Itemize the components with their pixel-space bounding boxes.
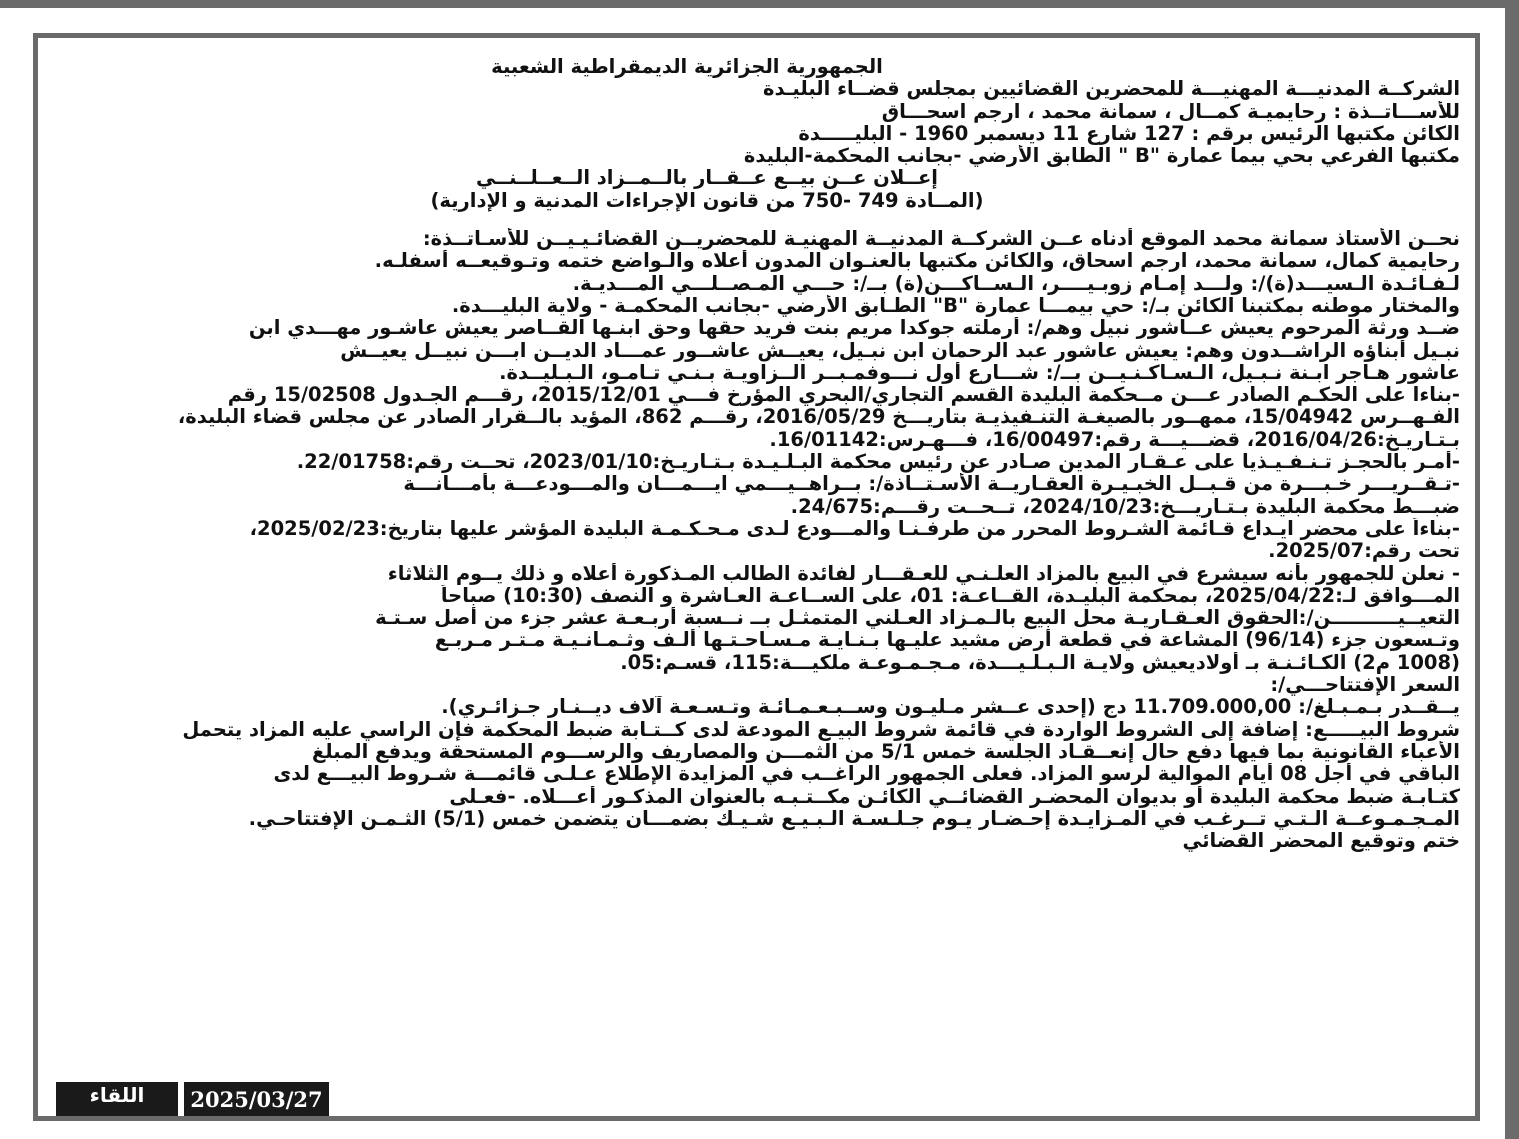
body-line: الأعباء القانونية بما فيها دفع حال إنعــقـاد الجلسة خمس 5/1 من الثمـــن والمصاريف والرســـوم المستحقة ويدفع المبلغ — [311, 740, 1460, 763]
body-line: كتـابـة ضبط محكمة البليدة أو بديوان المحضـر القضائــي الكائـن مكــتـبـه بالعنوان المذكـور أعـــلاه. -فعـلى — [449, 785, 1460, 808]
body-line: تحت رقم:2025/07. — [1268, 540, 1460, 563]
signature-line: ختم وتوقيع المحضر القضائي — [1182, 830, 1460, 853]
publication-date: 2025/03/27 — [184, 1082, 329, 1116]
body-line: -أمـر بالحجـز تـنـفـيـذيا على عـقـار المدين صـادر عن رئيس محكمة البـلـيـدة بـتـاريـخ:2023/01/10، تحــت رقم:22/01758. — [296, 451, 1460, 474]
body-line: يــقــدر بـمـبـلغ/: 11.709.000,00 دج (إحدى عــشر مـليـون وســبـعـمـائـة وتـسـعـة آلاف ديــنـار جـزائـري). — [441, 696, 1460, 719]
body-line: - نعلن للجمهور بأنه سيشرع في البيع بالمزاد العلـنـي للعـقـــار لفائدة الطالب المـذكورة أعلاه و ذلك يــوم الثلاثاء — [387, 562, 1460, 585]
publication-footer — [56, 1082, 329, 1116]
law-reference: (المــادة 749 -750 من قانون الإجراءات المدنية و الإدارية) — [430, 189, 984, 212]
body-line: لـفـائـدة الـسيـــد(ة)/: ولـــد إمـام زوبـيــــر، الـســاكـــن(ة) بــ/: حـــي المـصــلـــي المـــديـة. — [572, 272, 1460, 295]
body-line: ضــد ورثة المرحوم يعيش عــاشور نبيل وهم/: أرملته جوكدا مريم بنت فريد حقها وحق ابنـها القــاصر يعيش عاشـور مهـــدي ابن — [248, 317, 1460, 340]
body-line: بـتـاريـخ:2016/04/26، قضـــيـــة رقم:16/00497، فـــهـرس:16/01142. — [769, 428, 1460, 451]
announcement-frame — [33, 33, 1480, 1121]
body-line: ضبـــط محكمة البليدة بـتـاريـــخ:2024/10/23، تــحــت رقـــم:24/675. — [790, 495, 1460, 518]
branch-office-line: مكتبها الفرعي بحي بيما عمارة "B " الطابق الأرضي -بجانب المحكمة-البليدة — [743, 145, 1460, 168]
body-line: نبـيل أبناؤه الراشــدون وهم: يعيش عاشور عبد الرحمان ابن نبـيل، يعيــش عاشــور عمـــاد الديــن ابـــن نبيــل يعيــش — [340, 339, 1460, 362]
body-line: المـجـمـوعــة الـتـي تــرغـب في المـزايـدة إحـضـار يـوم جـلـسـة الـبـيـع شـيـك بضمـــان يتضمن خمس (5/1) الثـمـن الإفتتاحـي. — [248, 807, 1460, 830]
body-line: -بناءاً على محضر ايـداع قـائمة الشـروط المحرر من طرفـنـا والمـــودع لـدى مـحـكـمـة البليدة المؤشر عليها بتاريخ:2025/02/23، — [249, 517, 1460, 540]
body-line: السعر الإفتتاحـــي/: — [1270, 674, 1460, 697]
company-name: الشركــة المدنيـــة المهنيـــة للمحضرين القضائيين بمجلس قضــاء البليـدة — [762, 78, 1460, 101]
main-office-line: الكائن مكتبها الرئيس برقم : 127 شارع 11 ديسمبر 1960 - البليـــــدة — [798, 122, 1460, 145]
top-rule — [0, 0, 1519, 8]
body-line: -بناءا على الحكـم الصادر عـــن مــحكمة البليدة القسم التجاري/البحري المؤرخ فـــي 2015/12/01، رقـــم الجـدول 15/02508 رقم — [227, 384, 1460, 407]
body-line: -تـقــريـــر خـبـــرة من قـبــل الخبـيـرة العقـاريــة الأسـتــاذة/: بــراهــيـــمي ايـــمـــان والمـــودعـــة بأمـــانـــة — [403, 473, 1460, 496]
newspaper-name: اللقاء — [56, 1082, 178, 1116]
announcement-title: إعــلان عــن بيــع عــقــار بالــمــزاد الــعــلــنــي — [476, 167, 938, 190]
body-line: الفـهــرس 15/04942، ممهــور بالصيغـة التنـفيذيـة بتاريـــخ 2016/05/29، رقـــم 862، المؤيد بالــقرار الصادر عن مجلس قضاء البليدة، — [177, 406, 1460, 429]
body-line: شروط البيـــــع: إضافة إلى الشروط الواردة في قائمة شروط البيـع المودعة لدى كــتـابة ضبط المحكمة فإن الراسي عليه المزاد يتحمل — [182, 718, 1460, 741]
body-line: وتـسعون جزء (96/14) المشاعة في قطعة أرض مشيد عليـها بـنـايـة مـسـاحـتـها ألـف وثـمـانـيـة مـتـر مـربـع — [434, 629, 1460, 652]
body-line: عاشور هـاجر ابـنة نـبـيل، الـسـاكـنـيــن بــ/: شـــارع أول نـــوفمـبــر الــزاويـة بـنـي تـامـو، الـبـليــدة. — [499, 361, 1460, 384]
body-line: رحايمية كمال، سمانة محمد، ارجم اسحاق، والكائن مكتبها بالعنـوان المدون أعلاه والـواضع ختمه وتـوقيعــه أسفلـه. — [374, 250, 1460, 273]
right-rule — [1505, 0, 1519, 1139]
body-line: المـــوافق لـ:2025/04/22، بمحكمة البليـدة، القــاعـة: 01، على الســاعـة العـاشرة و النصف (10:30) صباحاً — [440, 584, 1460, 607]
body-line: نحــن الأستاذ سمانة محمد الموقع أدناه عــن الشركــة المدنيــة المهنيـة للمحضريــن القضائـيـيــن للأسـاتــذة: — [422, 228, 1460, 251]
republic-heading: الجمهورية الجزائرية الديمقراطية الشعبية — [491, 56, 883, 78]
body-line: الباقي في أجل 08 أيام الموالية لرسو المزاد. فعلى الجمهور الراغــب في المزايدة الإطلاع عـلـى قائمـــة شـروط البيـــع لدى — [273, 763, 1460, 786]
spacer — [54, 212, 1460, 228]
body-line: والمختار موطنه بمكتبنا الكائن بـ/: حي بيمـــا عمارة "B" الطـابق الأرضي -بجانب المحكمـة - ولاية البليـــدة. — [451, 294, 1460, 317]
body-line: التعيــيــــــــــن/:الحقوق العـقـاريـة محل البيع بالـمـزاد العـلني المتمثـل بــ نــسبة أربـعـة عشر جزء من أصل سـتـة — [375, 607, 1460, 630]
announcement-content — [54, 56, 1460, 852]
body-line: (1008 م2) الكـائـنـة بـ أولاديعيش ولايـة الـبـلـيـــدة، مـجـمـوعـة ملكيـــة:115، قسـم:05. — [620, 651, 1460, 674]
partners-line: للأســـاتــذة : رحايميـة كمــال ، سمانة محمد ، ارجم اسحـــاق — [881, 100, 1460, 123]
